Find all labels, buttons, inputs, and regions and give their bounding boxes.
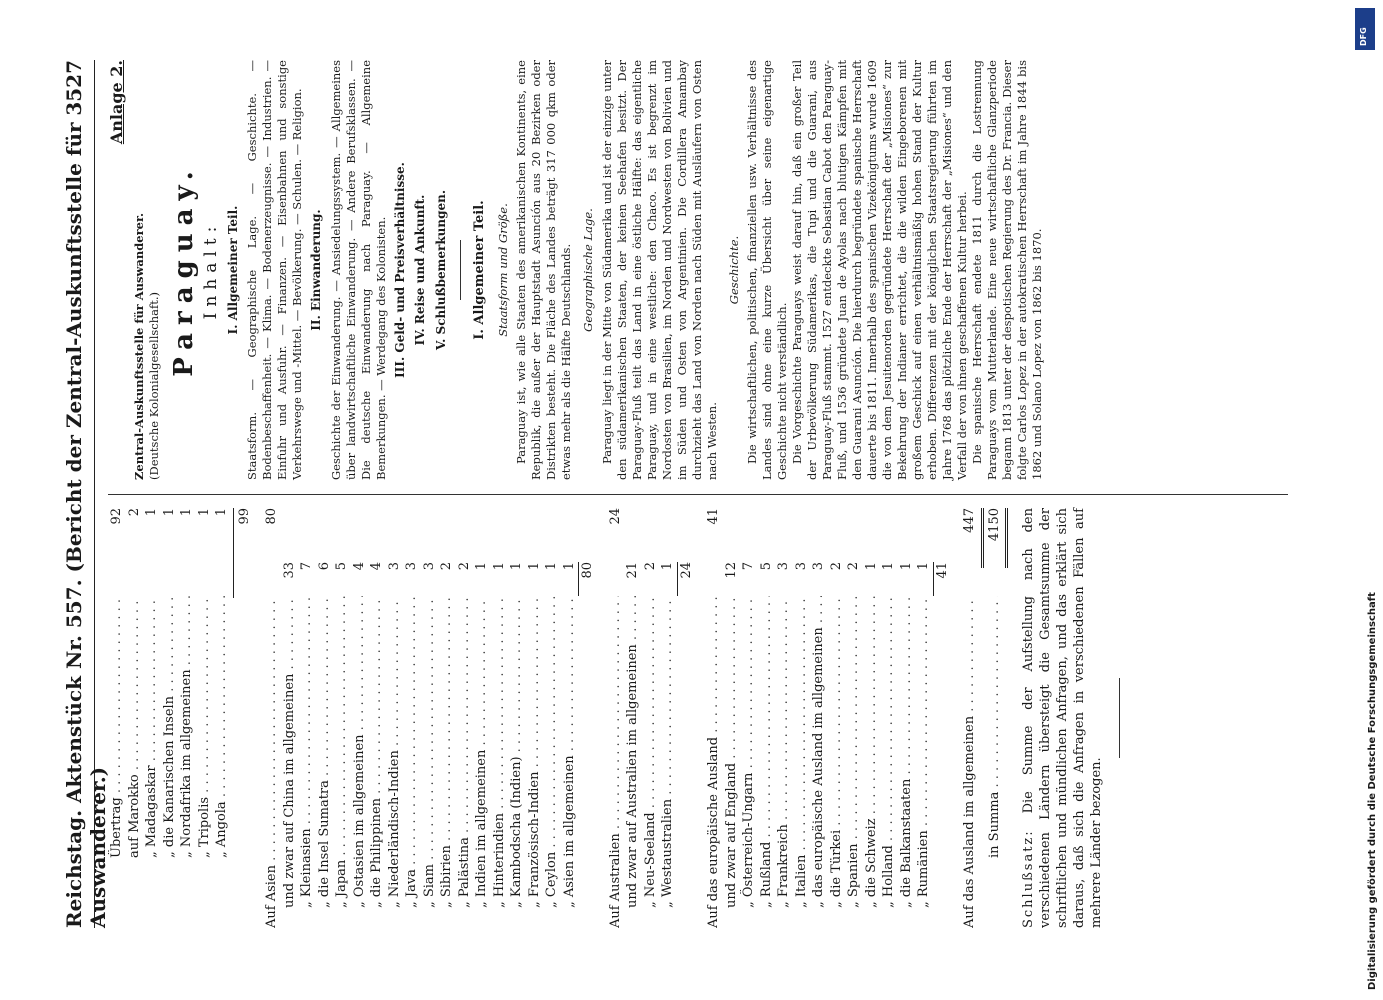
- row-label: „ Ostasien im allgemeinen . . .: [351, 596, 369, 928]
- paragraph: Paraguay ist, wie alle Staaten des amerikanischen Kontinents, eine Republik, die außer der Hauptstadt Asunción aus 20 Bezirken oder Distrikten besteht. Die Fläche des Landes beträgt 317 000 qkm oder etwas mehr als die Hälfte Deutschlands.: [514, 60, 573, 480]
- table-row: Übertrag . . . 92: [108, 508, 126, 928]
- table-row: 41: [933, 508, 952, 928]
- row-label: „ das europäische Ausland im allgemeinen . . .: [810, 596, 828, 928]
- organization-sub: (Deutsche Kolonialgesellschaft.): [146, 291, 161, 480]
- table-row: [368, 508, 386, 928]
- divider: [1119, 678, 1120, 758]
- table-row: „ Angola . . . 1: [213, 508, 231, 928]
- row-label: „ die Schweiz . . .: [863, 596, 881, 928]
- contents-heading: Inhalt:: [201, 220, 221, 320]
- paragraph: Die spanische Herrschaft endete 1811 durch die Lostrennung Paraguays vom Mutterlande. Eine neue wirtschaftliche Glanzperiode begann 1813 unter der despotischen Regierung des Dr. Francia. Dieser folgte Carlos Lopez in der autokratischen Herrschaft im Jahre 1844 bis 1862 und Solano Lopez von 1862 bis 1870.: [970, 60, 1044, 480]
- table-row: [863, 508, 881, 928]
- divider: [460, 240, 461, 300]
- row-label: „ die Insel Sumatra . . .: [316, 596, 334, 928]
- table-row: [915, 508, 933, 928]
- row-value: 2: [846, 562, 861, 571]
- row-value: 4: [351, 562, 367, 571]
- table-row: 80: [578, 508, 597, 928]
- row-value: 1: [898, 562, 914, 571]
- row-value: 1: [660, 562, 675, 571]
- contents-section-text: Geschichte der Einwanderung. — Ansiedelungssystem. — Allgemeines über landwirtschaftliche Einwanderung. — Andere Berufsklassen. — Die deutsche Einwanderung nach Paraguay. — Allgemeine Bemerkungen. — Werdegang des Kolonisten.: [328, 60, 388, 480]
- row-value: [196, 562, 214, 596]
- row-value: 5: [758, 562, 774, 571]
- row-value: 2: [828, 562, 844, 571]
- europe-list: [723, 508, 933, 928]
- row-value: 3: [404, 562, 419, 571]
- row-label: „ Kleinasien . . .: [298, 596, 316, 928]
- table-row: [438, 508, 456, 928]
- row-value: 1: [526, 562, 542, 571]
- subsection-heading: Staatsform und Größe.: [495, 203, 510, 337]
- row-label: „ Rußland . . .: [758, 596, 776, 928]
- row-value: 3: [386, 562, 402, 571]
- row-label: „ Asien im allgemeinen . . .: [561, 596, 579, 928]
- table-row: [473, 508, 491, 928]
- row-label: „ Niederländisch-Indien . . .: [386, 596, 404, 928]
- row-label: „ die Kanarischen Inseln . . .: [161, 596, 179, 928]
- row-value: 2: [456, 562, 472, 571]
- table-row: [508, 508, 526, 928]
- contents-section-heading: II. Einwanderung.: [309, 209, 323, 331]
- table-row: [281, 508, 299, 928]
- row-label: „ Madagaskar . . .: [143, 596, 161, 928]
- row-label: „ Palästina . . .: [456, 596, 474, 928]
- row-label: „ Nordafrika im allgemeinen . . .: [178, 596, 196, 928]
- row-value: 33: [281, 562, 297, 579]
- table-row: „ Madagaskar . . . 1: [143, 508, 161, 928]
- contents-list: [225, 60, 451, 480]
- table-row: Auf das europäische Ausland . . . 41: [705, 508, 723, 928]
- running-header: [60, 60, 110, 928]
- row-value: [213, 562, 231, 596]
- row-label: „ Japan . . .: [333, 596, 351, 928]
- row-label: „ Frankreich . . .: [775, 596, 793, 928]
- subsection-heading: Geschichte.: [726, 235, 741, 305]
- row-value: [126, 562, 144, 596]
- table-row: 24: [677, 508, 696, 928]
- table-row: [880, 508, 898, 928]
- paragraph: Paraguay liegt in der Mitte von Südamerika und ist der einzige unter den südamerikanischen Staaten, der keinen Seehafen besitzt. Der Paraguay-Fluß teilt das Land in eine östliche Hälfte: das eigentliche Paraguay, und in eine westliche: den Chaco. Es ist begrenzt im Nordosten von Brasilien, im Norden und Nordwesten von Bolivien und im Süden und Osten von Argentinien. Die Cordillera Amambay durchzieht das Land von Norden nach Süden mit Ausläufern von Osten nach Westen.: [599, 60, 719, 480]
- africa-list: [126, 508, 231, 928]
- conclusion-lead: Schlußsatz:: [1021, 829, 1036, 928]
- statistics-column: [108, 508, 1134, 928]
- table-row: [403, 508, 421, 928]
- row-value: 1: [491, 562, 507, 571]
- row-label: „ Rumänien . . .: [915, 596, 933, 928]
- row-label: „ Indien im allgemeinen . . .: [473, 596, 491, 928]
- table-row: [526, 508, 544, 928]
- page-number: 3527: [62, 60, 86, 116]
- row-label: „ Angola . . .: [213, 596, 231, 928]
- row-value: 1: [881, 562, 896, 571]
- table-row: „ Nordafrika im allgemeinen . . . 1: [178, 508, 196, 928]
- contents-section-heading: V. Schlußbemerkungen.: [433, 189, 448, 351]
- divider: [981, 508, 984, 568]
- table-row: [351, 508, 369, 928]
- table-row: [491, 508, 509, 928]
- row-value: 12: [723, 562, 739, 579]
- subsection-heading: Geographische Lage.: [581, 208, 595, 332]
- row-label: „ Kambodscha (Indien) . . .: [508, 596, 526, 928]
- table-row: auf Marokko . . . 2: [126, 508, 144, 928]
- row-label: „ Italien . . .: [793, 596, 811, 928]
- row-value: 5: [334, 562, 349, 571]
- row-value: 1: [561, 562, 577, 571]
- paragraph: Die Vorgeschichte Paraguays weist darauf hin, daß ein großer Teil der Urbevölkerung Südamerikas, die Tupi und die Guarani, aus Paraguay-Fluß stammt. 1527 entdeckte Sebastian Cabot den Paraguay-Fluß, und 1536 gründete Juan de Ayolas nach blutigen Kämpfen mit den Guarani Asunción. Die hierdurch begründete spanische Herrschaft dauerte bis 1811. Innerhalb des spanischen Vizekönigtums wurde 1609 die von dem Jesuitenorden gegründete Herrschaft der „Misiones“ zur Bekehrung der Indianer errichtet, die die wilden Eingeborenen mit großem Geschick auf einen verhältnismäßig hohen Stand der Kultur erhoben. Differenzen mit der königlichen Staatsregierung führten im Jahre 1768 das plötzliche Ende der Herrschaft der „Misiones“ und den Verfall der von ihnen geschaffenen Kultur herbei.: [790, 60, 969, 480]
- row-label: und zwar auf England . . .: [723, 596, 741, 928]
- row-value: 1: [863, 562, 879, 571]
- table-row: [793, 508, 811, 928]
- digitization-note: Digitalisierung gefördert durch die Deutsche Forschungsgemeinschaft: [1367, 592, 1378, 990]
- paragraph: Die wirtschaftlichen, politischen, finanziellen usw. Verhältnisse des Landes sind ohne eine kurze Übersicht über seine eigenartige Geschichte nicht verständlich.: [745, 60, 789, 480]
- table-row: [316, 508, 334, 928]
- table-row: „ Tripolis . . . 1: [196, 508, 214, 928]
- divider: [233, 508, 234, 598]
- row-label: „ Spanien . . .: [845, 596, 863, 928]
- table-row: [624, 508, 642, 928]
- contents-section-heading: IV. Reise und Ankunft.: [413, 194, 427, 346]
- table-row: [386, 508, 404, 928]
- table-row: „ die Kanarischen Inseln . . . 1: [161, 508, 179, 928]
- table-row: [898, 508, 916, 928]
- table-row: [723, 508, 741, 928]
- row-label: „ die Philippinen . . .: [368, 596, 386, 928]
- report-column: [108, 60, 1045, 480]
- table-row: [333, 508, 351, 928]
- row-value: 1: [544, 562, 559, 571]
- row-value: 21: [625, 562, 640, 579]
- table-row: 99: [236, 508, 252, 525]
- sum-row: in Summa . . . 4150: [986, 508, 1004, 928]
- annex-label: Anlage 2.: [107, 60, 126, 145]
- row-label: „ Westaustralien . . .: [659, 596, 677, 928]
- australia-list: [624, 508, 677, 928]
- row-value: 4: [369, 562, 384, 571]
- row-label: und zwar auf Australien im allgemeinen . . .: [624, 596, 642, 928]
- row-value: 1: [509, 562, 524, 571]
- row-label: „ Holland . . .: [880, 596, 898, 928]
- table-row: [810, 508, 828, 928]
- conclusion-text: Die Summe der Aufstellung nach den verschiedenen Ländern übersteigt die Gesamtsumme der schriftlichen und mündlichen Anfragen, und das erklärt sich daraus, daß sich die Anfragen in verschiedenen Fällen auf mehrere Länder bezogen.: [1021, 508, 1104, 928]
- row-value: 6: [316, 562, 332, 571]
- table-row: [543, 508, 561, 928]
- row-label: „ Neu-Seeland . . .: [642, 596, 660, 928]
- column-divider: [108, 494, 1288, 495]
- conclusion: [1020, 508, 1105, 928]
- table-row: [456, 508, 474, 928]
- contents-section-heading: I. Allgemeiner Teil.: [225, 205, 240, 335]
- row-value: [178, 562, 196, 596]
- row-label: auf Marokko . . .: [126, 596, 144, 928]
- row-value: 3: [776, 562, 791, 571]
- row-label: „ Ceylon . . .: [543, 596, 561, 928]
- table-row: [561, 508, 579, 928]
- organization: Zentral-Auskunftsstelle für Auswanderer.: [131, 213, 146, 480]
- row-label: „ die Türkei . . .: [828, 596, 846, 928]
- row-label: „ Siam . . .: [421, 596, 439, 928]
- row-label: „ Österreich-Ungarn . . .: [740, 596, 758, 928]
- row-value: 2: [642, 562, 658, 571]
- table-row: [758, 508, 776, 928]
- table-row: [845, 508, 863, 928]
- table-row: Auf Australien . . . 24: [607, 508, 625, 928]
- row-label: „ Hinterindien . . .: [491, 596, 509, 928]
- table-row: Auf das Ausland im allgemeinen . . . 447: [961, 508, 979, 928]
- asia-list: [281, 508, 579, 928]
- row-value: 7: [299, 562, 314, 571]
- page-title: Paraguay.: [168, 163, 199, 377]
- dfg-logo: DFG: [1355, 8, 1375, 50]
- row-label: „ Tripolis . . .: [196, 596, 214, 928]
- table-row: [828, 508, 846, 928]
- table-row: [740, 508, 758, 928]
- row-value: [143, 562, 161, 596]
- table-row: [775, 508, 793, 928]
- table-row: Auf Asien . . . 80: [263, 508, 281, 928]
- row-label: „ Sibirien . . .: [438, 596, 456, 928]
- contents-section-heading: III. Geld- und Preisverhältnisse.: [392, 162, 407, 378]
- contents-section-text: Staatsform. — Geographische Lage. — Geschichte. — Bodenbeschaffenheit. — Klima. — Bodenerzeugnisse. — Industrien. — Einfuhr und Ausfuhr. — Finanzen. — Eisenbahnen und sonstige Verkehrswege und -Mittel. — Bevölkerung. — Schulen. — Religion.: [245, 60, 304, 480]
- row-value: 3: [421, 562, 437, 571]
- table-row: [659, 508, 677, 928]
- row-value: 3: [793, 562, 809, 571]
- row-value: 1: [916, 562, 931, 571]
- row-value: 7: [741, 562, 756, 571]
- divider: [1005, 508, 1008, 568]
- row-label: „ Java . . .: [403, 596, 421, 928]
- section-heading: I. Allgemeiner Teil.: [472, 200, 487, 340]
- row-value: 1: [474, 562, 489, 571]
- row-label: „ Französisch-Indien . . .: [526, 596, 544, 928]
- row-value: [161, 562, 179, 596]
- row-label: und zwar auf China im allgemeinen . . .: [281, 596, 299, 928]
- table-row: [298, 508, 316, 928]
- header-title: Reichstag. Aktenstück Nr. 557. (Bericht der Zentral-Auskunftsstelle für Auswanderer.): [62, 122, 110, 928]
- table-row: [642, 508, 660, 928]
- row-value: 3: [811, 562, 826, 571]
- table-row: [421, 508, 439, 928]
- row-label: „ die Balkanstaaten . . .: [898, 596, 916, 928]
- row-value: 2: [439, 562, 454, 571]
